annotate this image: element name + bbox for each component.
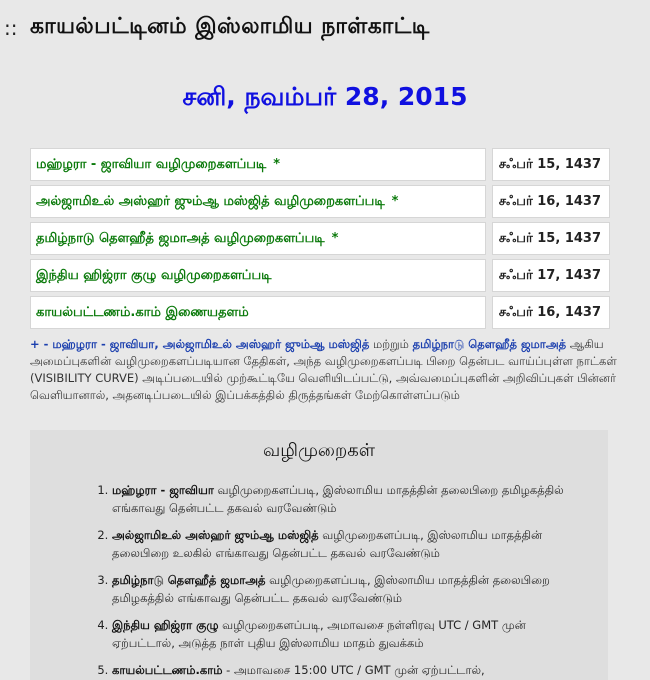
method-label[interactable]: தமிழ்நாடு தௌஹீத் ஜமாஅத் வழிமுறைகளப்படி <box>36 230 325 246</box>
star-marker: * <box>273 157 281 172</box>
method-cell[interactable] <box>30 222 486 255</box>
method-name: மஹ்ழரா - ஜாவியா <box>112 483 214 497</box>
calendar-row <box>30 296 610 329</box>
note-org-2: அல்ஜாமிஉல் அஸ்ஹர் ஜும்ஆ மஸ்ஜித் <box>162 337 370 351</box>
note-prefix: + - <box>30 337 53 351</box>
method-description: வழிமுறைகளப்படி, இஸ்லாமிய மாதத்தின் தலைபிறை தமிழகத்தில் எங்காவது தென்பட்ட தகவல் வரவேண்டும் <box>112 573 550 605</box>
method-description: - அமாவசை 15:00 UTC / GMT முன் ஏற்பட்டால், <box>222 663 485 677</box>
methods-panel <box>30 430 608 680</box>
methods-list <box>30 481 608 679</box>
method-cell[interactable] <box>30 296 486 329</box>
method-description: வழிமுறைகளப்படி, இஸ்லாமிய மாதத்தின் தலைபிறை உலகில் எங்காவது தென்பட்ட தகவல் வரவேண்டும் <box>112 528 543 560</box>
hijri-date-cell: சஃபர் 15, 1437 <box>492 222 610 255</box>
star-marker: * <box>391 194 399 209</box>
method-name: அல்ஜாமிஉல் அஸ்ஹர் ஜும்ஆ மஸ்ஜித் <box>112 528 319 542</box>
header-marker: :: <box>4 16 18 40</box>
hijri-date-cell: சஃபர் 16, 1437 <box>492 296 610 329</box>
hijri-date-cell: சஃபர் 16, 1437 <box>492 185 610 218</box>
method-cell[interactable] <box>30 185 486 218</box>
method-cell[interactable] <box>30 259 486 292</box>
method-label[interactable]: காயல்பட்டணம்.காம் இணையதளம் <box>36 304 249 320</box>
note-separator: , <box>154 337 163 351</box>
note-text: ஆகிய அமைப்புகளின் வழிமுறைகளப்படியான தேதிகள், அந்த வழிமுறைகளப்படி பிறை தென்பட வாய்ப்புள்ள நாட்கள் (VISIBILITY CURVE) அடிப்படையில் முற்கூட்டியே வெளியிடப்பட்டு, அவ்வமைப்புகளின் அறிவிப்புகள் பின்னர் வெளியானால், அதனடிப்படையில் இப்பக்கத்தில் திருத்தங்கள் மேற்கொள்ளப்படும் <box>30 337 617 402</box>
star-marker: * <box>331 231 339 246</box>
method-description: வழிமுறைகளப்படி, இஸ்லாமிய மாதத்தின் தலைபிறை தமிழகத்தில் எங்காவது தென்பட்ட தகவல் வரவேண்டும் <box>112 483 564 515</box>
methods-heading: வழிமுறைகள் <box>263 440 375 461</box>
method-item <box>112 661 578 679</box>
calendar-rows <box>30 148 610 333</box>
method-name: தமிழ்நாடு தௌஹீத் ஜமாஅத் <box>112 573 266 587</box>
page-header <box>0 6 650 50</box>
hijri-date-cell: சஃபர் 17, 1437 <box>492 259 610 292</box>
method-item <box>112 526 578 562</box>
method-label[interactable]: அல்ஜாமிஉல் அஸ்ஹர் ஜும்ஆ மஸ்ஜித் வழிமுறைகளப்படி <box>36 193 385 209</box>
method-item <box>112 616 578 652</box>
method-item <box>112 481 578 517</box>
method-label[interactable]: இந்திய ஹிஜ்ரா குழு வழிமுறைகளப்படி <box>36 267 272 283</box>
hijri-date-cell: சஃபர் 15, 1437 <box>492 148 610 181</box>
method-description: வழிமுறைகளப்படி, அமாவசை நள்ளிரவு UTC / GMT முன் ஏற்பட்டால், அடுத்த நாள் புதிய இஸ்லாமிய மாதம் துவக்கம் <box>112 618 526 650</box>
footnote <box>30 336 630 404</box>
calendar-row <box>30 222 610 255</box>
note-org-1: மஹ்ழரா - ஜாவியா <box>52 337 155 351</box>
method-label[interactable]: மஹ்ழரா - ஜாவியா வழிமுறைகளப்படி <box>36 156 267 172</box>
page-title: காயல்பட்டினம் இஸ்லாமிய நாள்காட்டி <box>30 14 430 39</box>
calendar-row <box>30 259 610 292</box>
calendar-row <box>30 185 610 218</box>
note-org-3: தமிழ்நாடு தௌஹீத் ஜமாஅத் <box>412 337 567 351</box>
method-name: இந்திய ஹிஜ்ரா குழு <box>112 618 219 632</box>
method-name: காயல்பட்டணம்.காம் <box>112 663 223 677</box>
method-item <box>112 571 578 607</box>
note-separator: மற்றும் <box>369 337 413 351</box>
current-date: சனி, நவம்பர் 28, 2015 <box>182 82 468 111</box>
method-cell[interactable] <box>30 148 486 181</box>
calendar-row <box>30 148 610 181</box>
